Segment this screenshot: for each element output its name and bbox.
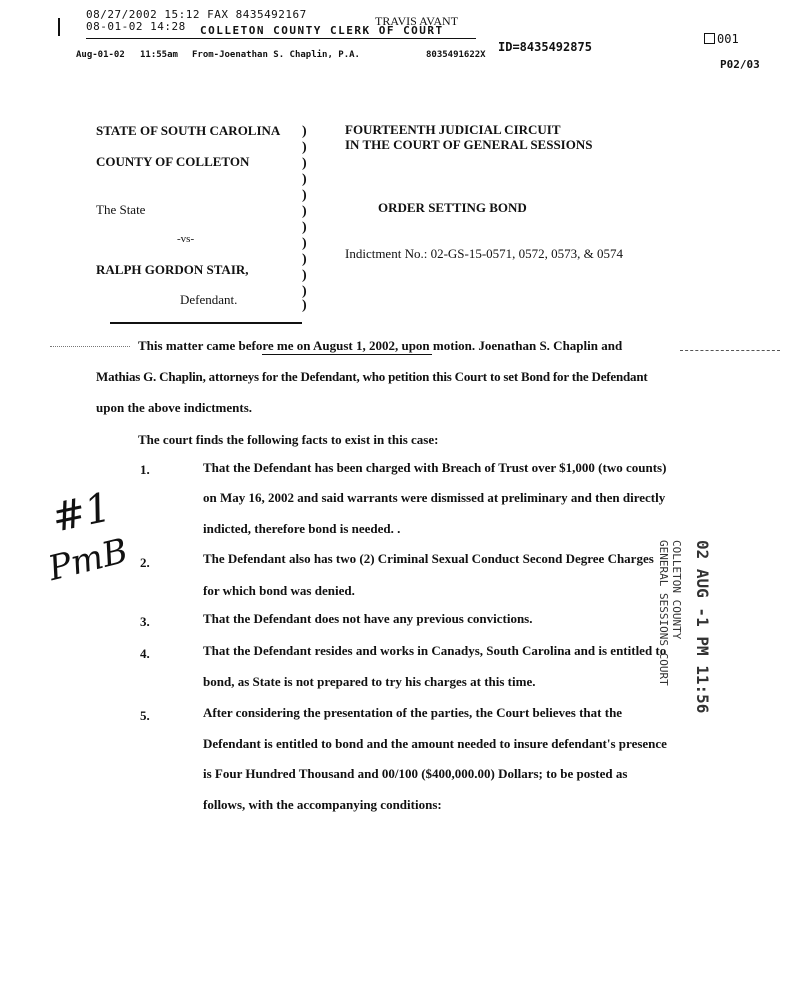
finding-5-line-2: Defendant is entitled to bond and the amount needed to insure defendant's presence — [203, 736, 667, 751]
fax-line3-date: Aug-01-02 — [76, 50, 125, 60]
fax-page-number: 001 — [717, 32, 739, 46]
scan-noise-right — [680, 350, 780, 351]
finding-5-line-3: is Four Hundred Thousand and 00/100 ($400,000.00) Dollars; to be posted as — [203, 766, 628, 781]
fax-header-transmit: 08-01-02 14:28 — [86, 20, 186, 33]
caption-versus: -vs- — [177, 233, 195, 245]
finding-5-line-4: follows, with the accompanying conditions: — [203, 797, 442, 812]
fax-page-box-icon — [704, 33, 715, 44]
finding-1-line-2: on May 16, 2002 and said warrants were dismissed at preliminary and then directly — [203, 490, 666, 505]
filing-stamp-county: COLLETON COUNTY — [670, 540, 683, 640]
findings-intro: The court finds the following facts to exist in this case: — [138, 432, 439, 447]
finding-5-number: 5. — [140, 708, 150, 723]
intro-underline-1 — [262, 354, 432, 355]
handwritten-initials: PmB — [44, 530, 132, 590]
caption-defendant-label: Defendant. — [180, 292, 238, 307]
caption-defendant-name: RALPH GORDON STAIR, — [96, 262, 249, 277]
fax-header-date: 08/27/2002 15:12 FAX 8435492167 — [86, 8, 307, 21]
fax-header-rule — [86, 38, 476, 39]
fax-line3-from: From-Joenathan S. Chaplin, P.A. — [192, 50, 360, 60]
fax-line3-time: 11:55am — [140, 50, 178, 60]
finding-3-line-1: That the Defendant does not have any previous convictions. — [203, 611, 533, 626]
scan-noise-left — [50, 346, 130, 347]
finding-5-line-1: After considering the presentation of the parties, the Court believes that the — [203, 705, 623, 720]
intro-line-3: upon the above indictments. — [96, 400, 253, 415]
fax-page-ref: P02/03 — [720, 58, 760, 71]
finding-2-line-1: The Defendant also has two (2) Criminal Sexual Conduct Second Degree Charges — [203, 551, 654, 566]
finding-1-line-1: That the Defendant has been charged with Breach of Trust over $1,000 (two counts) — [203, 460, 667, 475]
handwritten-exhibit-number: #1 — [47, 484, 116, 542]
caption-underline — [110, 322, 302, 324]
fax-page-counter — [704, 32, 739, 46]
filing-stamp-court: GENERAL SESSIONS COURT — [657, 540, 670, 686]
filing-stamp — [620, 540, 712, 730]
finding-4-line-2: bond, as State is not prepared to try his charges at this time. — [203, 674, 536, 689]
caption-plaintiff: The State — [96, 202, 146, 217]
fax-header-org: COLLETON COUNTY CLERK OF COURT — [200, 24, 444, 37]
fax-line3-fax: 8035491622X — [426, 50, 486, 60]
finding-4-line-1: That the Defendant resides and works in Canadys, South Carolina and is entitled to — [203, 643, 667, 658]
finding-2-line-2: for which bond was denied. — [203, 583, 355, 598]
filing-stamp-date: 02 AUG -1 PM 11:56 — [693, 540, 712, 714]
finding-1-line-3: indicted, therefore bond is needed. . — [203, 521, 401, 536]
order-title: ORDER SETTING BOND — [378, 200, 527, 215]
finding-4-number: 4. — [140, 646, 150, 661]
fax-id-number: ID=8435492875 — [498, 40, 592, 54]
finding-2-number: 2. — [140, 555, 150, 570]
caption-county: COUNTY OF COLLETON — [96, 154, 250, 169]
intro-line-1: This matter came before me on August 1, 2002, upon motion. Joenathan S. Chaplin and — [138, 338, 623, 353]
finding-3-number: 3. — [140, 614, 150, 629]
fax-sender-name: TRAVIS AVANT — [375, 14, 459, 28]
fax-margin-mark — [58, 18, 60, 36]
caption-circuit: FOURTEENTH JUDICIAL CIRCUIT — [345, 122, 561, 137]
intro-line-2: Mathias G. Chaplin, attorneys for the Defendant, who petition this Court to set Bond for the Defendant — [96, 369, 648, 384]
caption-state: STATE OF SOUTH CAROLINA — [96, 123, 281, 138]
indictment-number: Indictment No.: 02-GS-15-0571, 0572, 0573, & 0574 — [345, 246, 624, 261]
finding-1-number: 1. — [140, 462, 150, 477]
caption-court: IN THE COURT OF GENERAL SESSIONS — [345, 137, 593, 152]
